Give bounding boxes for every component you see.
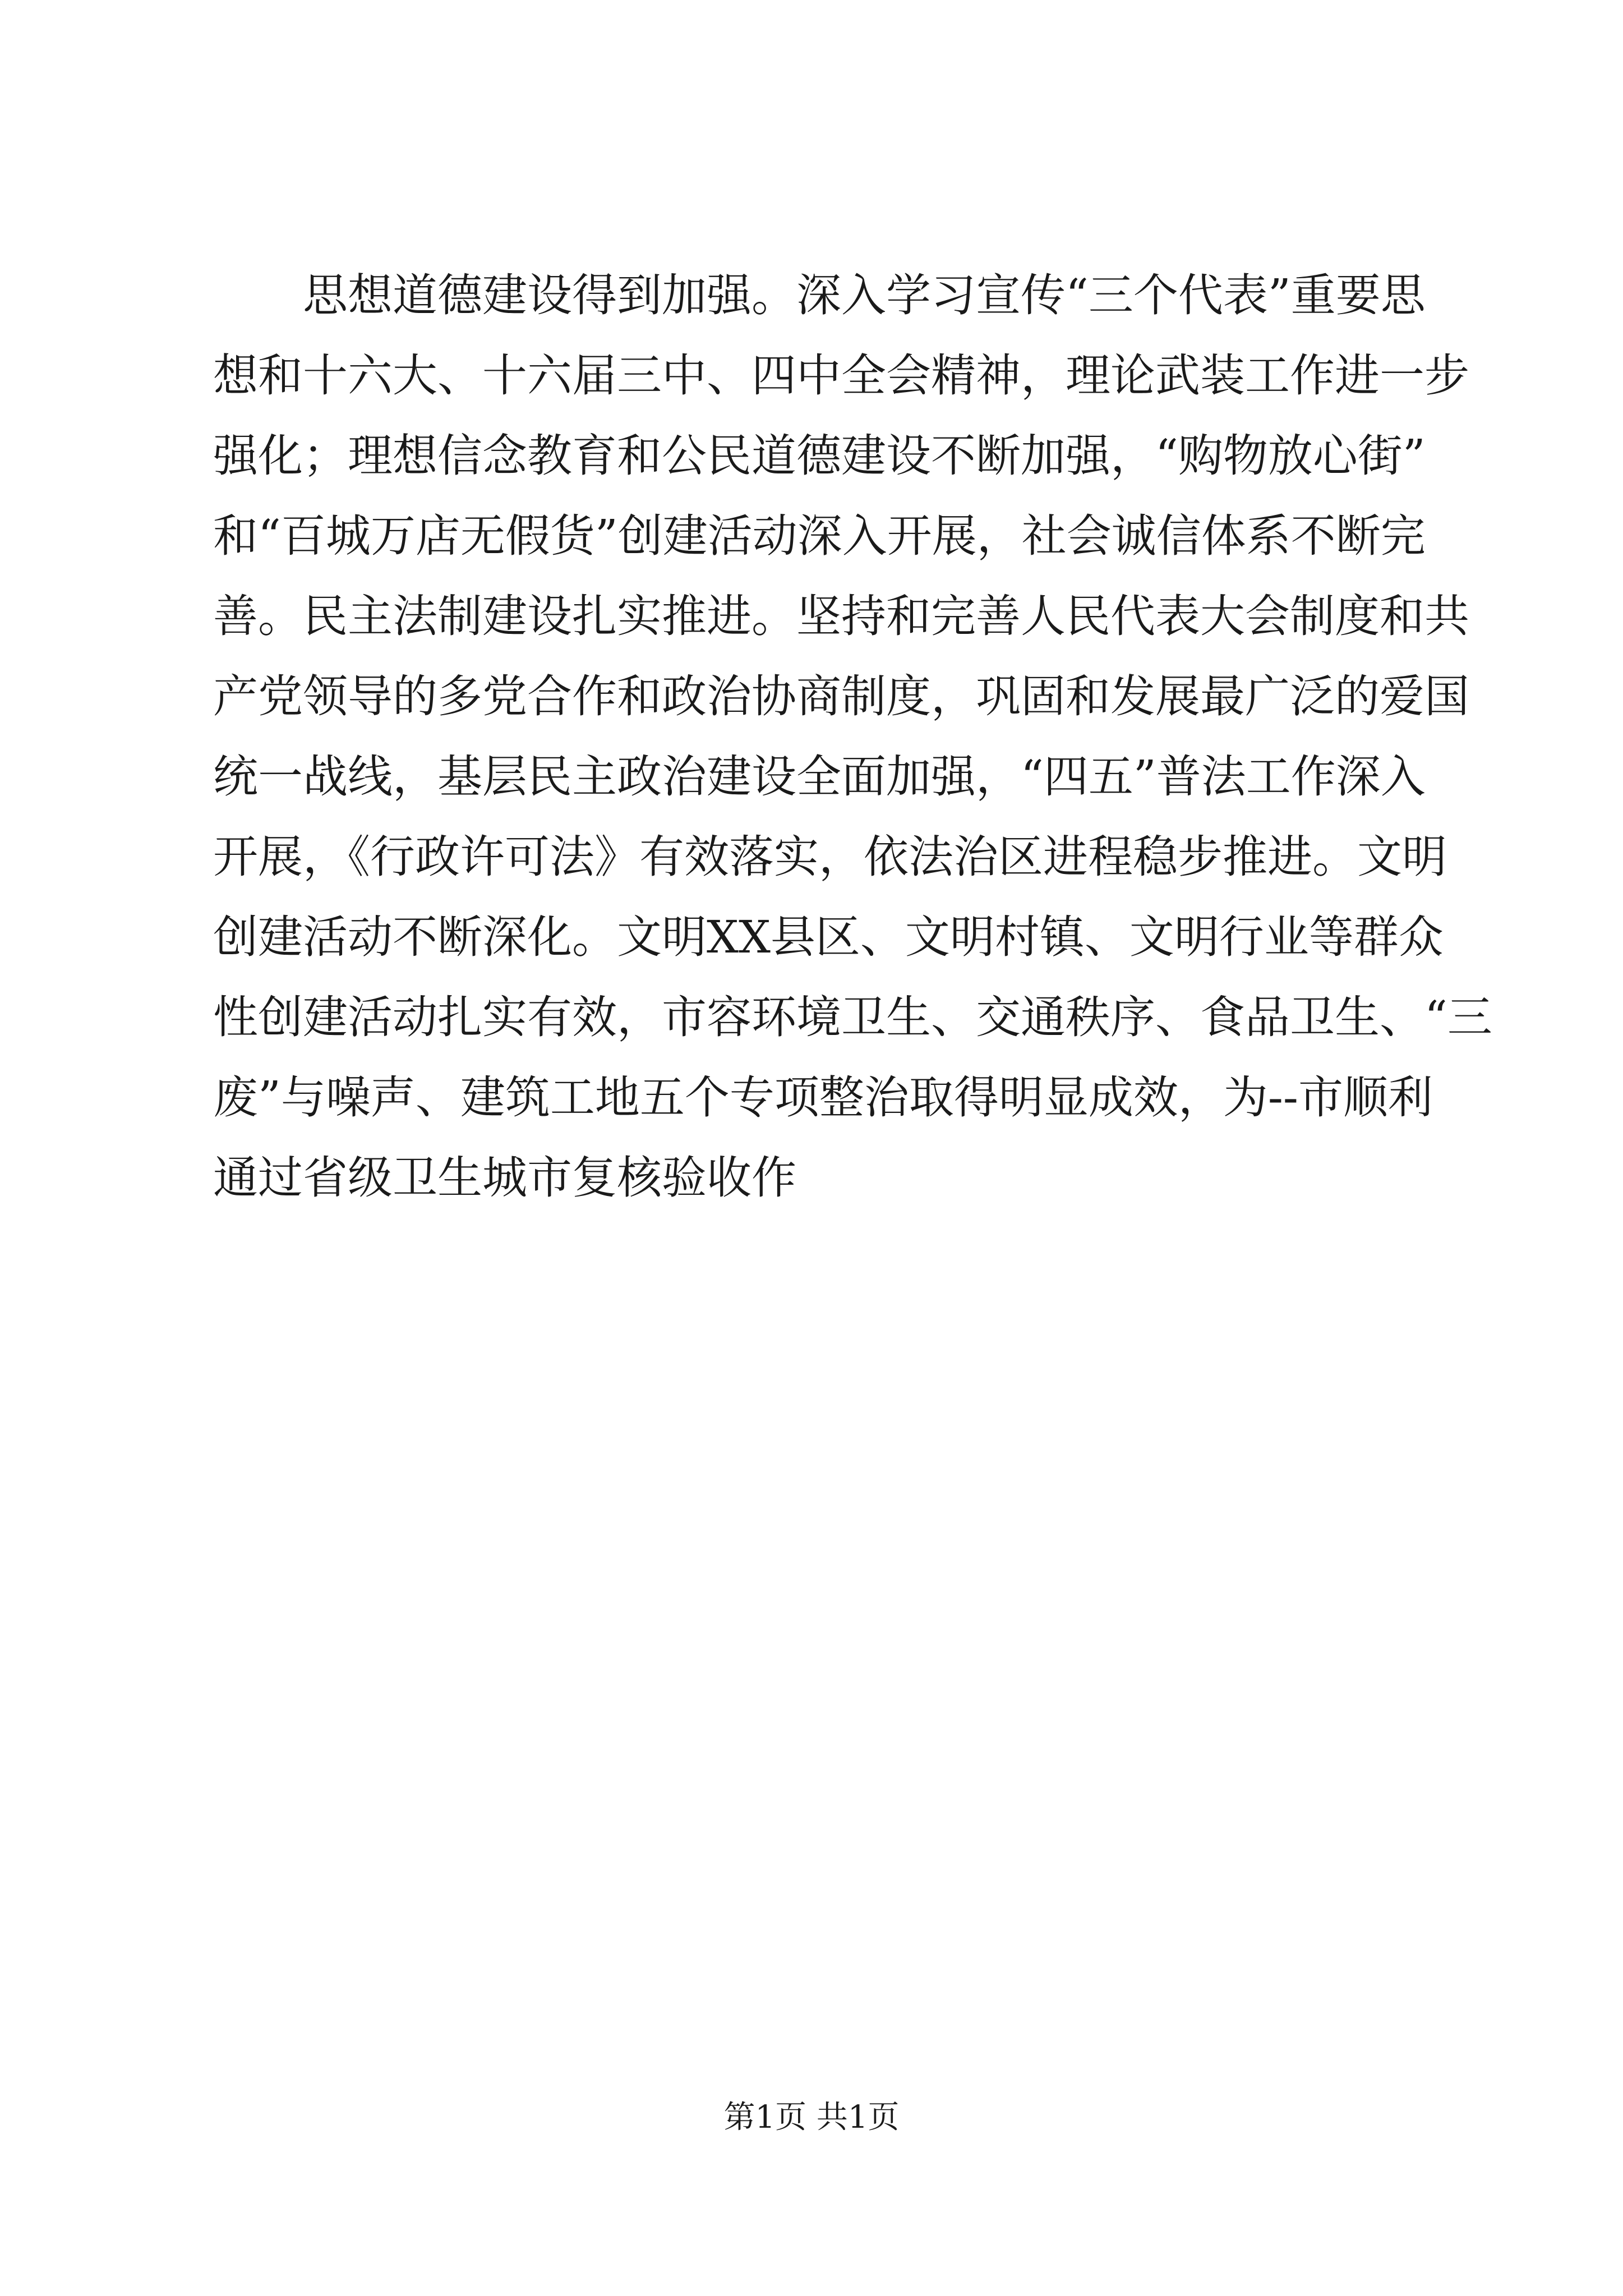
paragraph-line: 善。民主法制建设扎实推进。坚持和完善人民代表大会制度和共	[213, 590, 1469, 642]
paragraph-line: 思想道德建设得到加强。深入学习宣传“三个代表”重要思	[303, 269, 1426, 321]
paragraph-line: 废”与噪声、建筑工地五个专项整治取得明显成效，为--市顺利	[213, 1071, 1433, 1124]
paragraph-line: 创建活动不断深化。文明XX县区、文明村镇、文明行业等群众	[213, 911, 1444, 963]
page-number: 第1页 共1页	[723, 2099, 900, 2136]
paragraph-line: 想和十六大、十六届三中、四中全会精神，理论武装工作进一步	[213, 349, 1469, 402]
page-footer	[0, 2095, 1623, 2140]
paragraph-line: 性创建活动扎实有效，市容环境卫生、交通秩序、食品卫生、“三	[213, 991, 1492, 1043]
paragraph-line: 产党领导的多党合作和政治协商制度，巩固和发展最广泛的爱国	[213, 670, 1469, 723]
paragraph-line: 和“百城万店无假货”创建活动深入开展，社会诚信体系不断完	[213, 510, 1426, 562]
body-paragraph	[213, 255, 1492, 1218]
paragraph-line: 开展，《行政许可法》有效落实，依法治区进程稳步推进。文明	[213, 831, 1447, 883]
paragraph-line: 统一战线，基层民主政治建设全面加强，“四五”普法工作深入	[213, 751, 1426, 803]
paragraph-line: 通过省级卫生城市复核验收作	[213, 1152, 796, 1204]
paragraph-line: 强化；理想信念教育和公民道德建设不断加强，“购物放心街”	[213, 430, 1426, 482]
